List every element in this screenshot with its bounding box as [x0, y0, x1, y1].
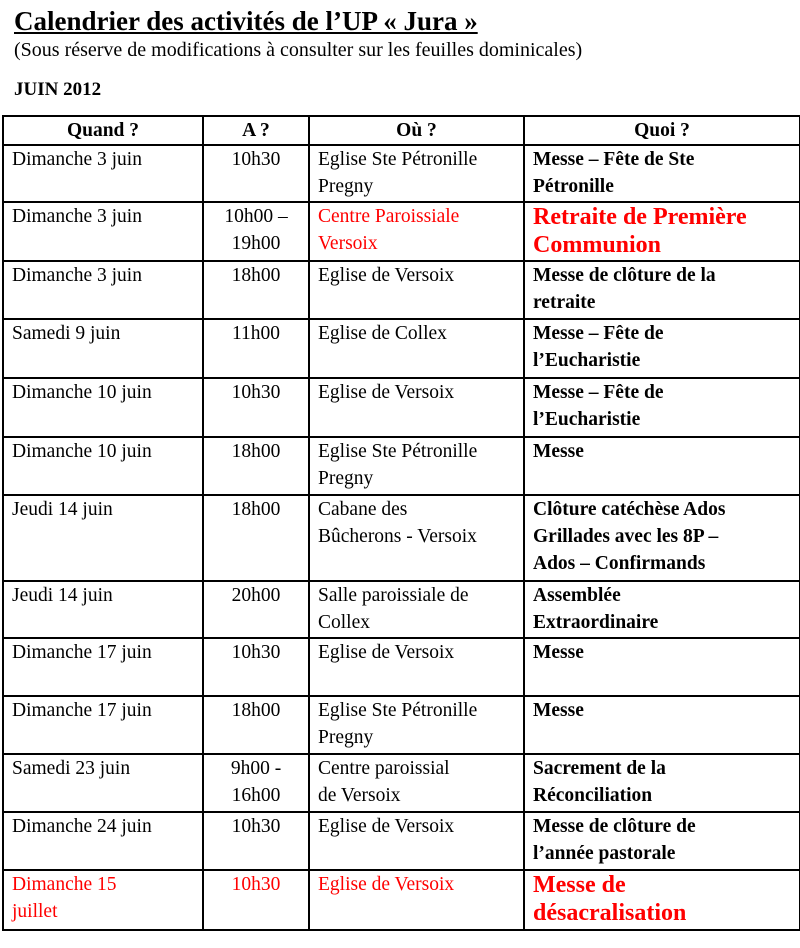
cell-what — [524, 754, 800, 812]
cell-when — [3, 696, 203, 754]
table-row — [3, 581, 800, 638]
cell-time — [203, 145, 309, 202]
cell-time-line: 18h00 — [231, 441, 281, 462]
cell-where-line: Eglise Ste Pétronille — [318, 700, 478, 721]
cell-what-line: Messe de clôture de — [533, 816, 696, 837]
cell-where — [309, 754, 524, 812]
cell-time — [203, 437, 309, 495]
table-row — [3, 870, 800, 930]
cell-time-line: 19h00 — [231, 233, 281, 254]
cell-time — [203, 754, 309, 812]
cell-what-line: Pétronille — [533, 176, 614, 197]
cell-time — [203, 378, 309, 437]
cell-what-line: Messe – Fête de Ste — [533, 149, 695, 170]
cell-where — [309, 378, 524, 437]
cell-what-line: Réconciliation — [533, 785, 653, 806]
cell-when — [3, 202, 203, 261]
table-header-row — [3, 116, 800, 145]
cell-where-line: Pregny — [318, 727, 374, 748]
cell-time-line: 10h30 — [231, 149, 281, 170]
cell-where — [309, 145, 524, 202]
cell-what — [524, 495, 800, 581]
page-subtitle: (Sous réserve de modifications à consulter sur les feuilles dominicales) — [14, 39, 583, 61]
table-row — [3, 378, 800, 437]
cell-where — [309, 638, 524, 696]
table-row — [3, 145, 800, 202]
cell-time-line: 10h30 — [231, 874, 281, 895]
cell-what — [524, 696, 800, 754]
cell-where — [309, 870, 524, 930]
cell-what-line: l’Eucharistie — [533, 409, 641, 430]
cell-time — [203, 870, 309, 930]
cell-time — [203, 202, 309, 261]
cell-time-line: 10h00 – — [224, 206, 288, 227]
cell-what — [524, 319, 800, 378]
cell-where-line: Eglise Ste Pétronille — [318, 149, 478, 170]
cell-where-line: Centre Paroissiale — [318, 206, 460, 227]
cell-what-line: Clôture catéchèse Ados — [533, 499, 726, 520]
cell-what — [524, 261, 800, 319]
cell-what-line: désacralisation — [533, 900, 687, 926]
cell-when-line: Dimanche 24 juin — [12, 816, 152, 837]
cell-what-line: l’année pastorale — [533, 843, 676, 864]
cell-when-line: Jeudi 14 juin — [12, 499, 113, 520]
cell-when — [3, 581, 203, 638]
cell-where-line: Collex — [318, 612, 370, 633]
cell-time-line: 9h00 - — [230, 758, 282, 779]
cell-time-line: 18h00 — [231, 265, 281, 286]
cell-what-line: Messe – Fête de — [533, 382, 664, 403]
table-row — [3, 202, 800, 261]
cell-what-line: Sacrement de la — [533, 758, 666, 779]
cell-time-line: 18h00 — [231, 499, 281, 520]
cell-when-line: Jeudi 14 juin — [12, 585, 113, 606]
cell-where-line: Eglise de Versoix — [318, 642, 455, 663]
page-title: Calendrier des activités de l’UP « Jura » — [14, 6, 478, 36]
cell-when — [3, 145, 203, 202]
cell-what-line: Messe — [533, 700, 584, 721]
cell-where-line: Eglise de Versoix — [318, 874, 455, 895]
cell-what — [524, 202, 800, 261]
cell-time — [203, 812, 309, 870]
cell-time — [203, 696, 309, 754]
table-row — [3, 754, 800, 812]
cell-where-line: Cabane des — [318, 499, 408, 520]
cell-when-line: Dimanche 3 juin — [12, 206, 142, 227]
cell-time-line: 10h30 — [231, 816, 281, 837]
cell-what — [524, 437, 800, 495]
cell-time — [203, 638, 309, 696]
cell-what-line: Grillades avec les 8P – — [533, 526, 719, 547]
cell-when-line: Samedi 23 juin — [12, 758, 131, 779]
cell-what-line: l’Eucharistie — [533, 350, 641, 371]
cell-where — [309, 696, 524, 754]
cell-where — [309, 319, 524, 378]
cell-where — [309, 437, 524, 495]
table-row — [3, 495, 800, 581]
cell-when-line: Dimanche 10 juin — [12, 441, 152, 462]
cell-when — [3, 870, 203, 930]
cell-where-line: Bûcherons - Versoix — [318, 526, 477, 547]
table-row — [3, 261, 800, 319]
cell-where — [309, 495, 524, 581]
cell-when — [3, 638, 203, 696]
cell-when-line: Dimanche 10 juin — [12, 382, 152, 403]
column-header-time: A ? — [203, 116, 309, 145]
month-heading: JUIN 2012 — [14, 79, 102, 100]
cell-where — [309, 812, 524, 870]
cell-time-line: 20h00 — [231, 585, 281, 606]
cell-time-line: 10h30 — [231, 382, 281, 403]
cell-what-line: Messe de — [533, 872, 626, 898]
cell-when — [3, 261, 203, 319]
cell-when — [3, 319, 203, 378]
cell-what-line: Messe – Fête de — [533, 323, 664, 344]
cell-where-line: Pregny — [318, 468, 374, 489]
cell-time — [203, 495, 309, 581]
cell-when-line: Dimanche 3 juin — [12, 265, 142, 286]
cell-what — [524, 870, 800, 930]
cell-what-line: retraite — [533, 292, 596, 313]
table-row — [3, 812, 800, 870]
cell-where — [309, 581, 524, 638]
cell-when-line: Samedi 9 juin — [12, 323, 121, 344]
cell-what-line: Messe — [533, 642, 584, 663]
table-row — [3, 437, 800, 495]
cell-what — [524, 581, 800, 638]
cell-where-line: Salle paroissiale de — [318, 585, 469, 606]
cell-when-line: Dimanche 3 juin — [12, 149, 142, 170]
column-header-when: Quand ? — [3, 116, 203, 145]
cell-where-line: Pregny — [318, 176, 374, 197]
activities-table — [2, 115, 800, 931]
cell-where-line: Versoix — [318, 233, 378, 254]
cell-time-line: 11h00 — [231, 323, 281, 344]
cell-when-line: Dimanche 17 juin — [12, 700, 152, 721]
cell-what — [524, 378, 800, 437]
cell-time — [203, 319, 309, 378]
cell-time-line: 18h00 — [231, 700, 281, 721]
table-row — [3, 319, 800, 378]
column-header-where: Où ? — [309, 116, 524, 145]
cell-what — [524, 812, 800, 870]
cell-when-line: Dimanche 17 juin — [12, 642, 152, 663]
cell-where-line: Eglise de Versoix — [318, 265, 455, 286]
table-row — [3, 638, 800, 696]
cell-what-line: Messe de clôture de la — [533, 265, 716, 286]
column-header-what: Quoi ? — [524, 116, 800, 145]
cell-time-line: 16h00 — [231, 785, 281, 806]
cell-when — [3, 437, 203, 495]
cell-time — [203, 581, 309, 638]
cell-what-line: Assemblée — [533, 585, 621, 606]
cell-what — [524, 145, 800, 202]
cell-time — [203, 261, 309, 319]
cell-when-line: Dimanche 15 — [12, 874, 117, 895]
cell-time-line: 10h30 — [231, 642, 281, 663]
cell-where-line: Eglise de Versoix — [318, 816, 455, 837]
cell-where — [309, 261, 524, 319]
cell-what-line: Messe — [533, 441, 584, 462]
cell-what — [524, 638, 800, 696]
cell-when — [3, 378, 203, 437]
cell-what-line: Retraite de Première — [533, 204, 747, 230]
cell-what-line: Communion — [533, 232, 662, 258]
cell-where-line: Eglise Ste Pétronille — [318, 441, 478, 462]
cell-where-line: Eglise de Versoix — [318, 382, 455, 403]
cell-what-line: Ados – Confirmands — [533, 553, 706, 574]
cell-when — [3, 812, 203, 870]
cell-when — [3, 495, 203, 581]
cell-when-line: juillet — [12, 901, 58, 922]
cell-where — [309, 202, 524, 261]
cell-what-line: Extraordinaire — [533, 612, 659, 633]
cell-where-line: Centre paroissial — [318, 758, 450, 779]
cell-where-line: de Versoix — [318, 785, 401, 806]
cell-when — [3, 754, 203, 812]
cell-where-line: Eglise de Collex — [318, 323, 447, 344]
table-row — [3, 696, 800, 754]
